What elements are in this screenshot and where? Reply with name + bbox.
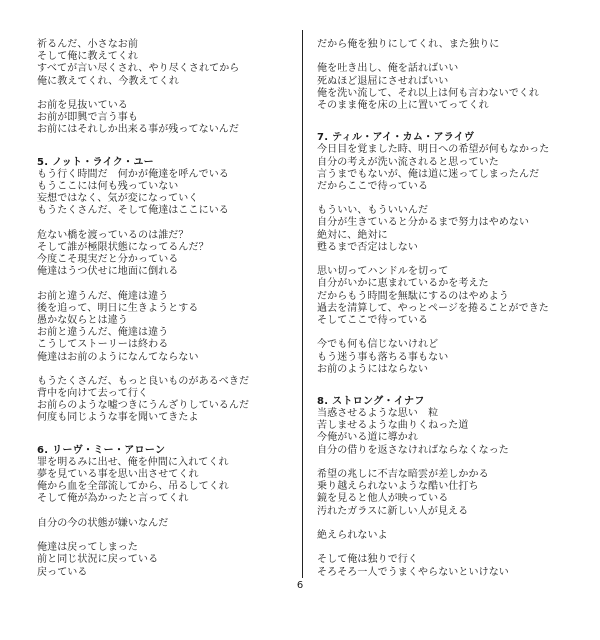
stanza-gap (317, 542, 577, 554)
lyric-line: 前と同じ状況に戻っている (37, 554, 159, 566)
stanza-gap (317, 254, 577, 266)
lyric-line: 愚かな奴らとは違う (37, 314, 128, 326)
stanza-gap (37, 530, 295, 542)
lyric-line: そして俺に教えてくれ (37, 51, 138, 63)
lyric-line: そして俺は独りで行く (317, 554, 418, 566)
lyric-line: 自分の借りを返さなければならなくなった (317, 444, 509, 456)
lyric-line: 苦しませるような曲りくねった道 (317, 420, 469, 432)
lyric-line: お前のようにはならない (317, 363, 429, 375)
lyric-line: 言うまでもないが、俺は道に迷ってしまったんだ (317, 168, 540, 180)
section-gap (37, 137, 295, 157)
lyric-line: お前と違うんだ、俺達は違う (37, 290, 169, 302)
right-column (317, 39, 577, 579)
lyric-line: 当惑させるような思い 粒 (317, 408, 439, 420)
lyric-line: もう行く時間だ 何かが俺達を呼んでいる (37, 168, 229, 180)
lyric-line: 祈るんだ、小さなお前 (37, 39, 138, 50)
stanza-gap (37, 364, 295, 376)
song-title: 5. ノット・ライク・ユー (37, 156, 154, 168)
column-divider (302, 30, 303, 578)
song-title: 6. リーヴ・ミー・アローン (37, 444, 166, 456)
lyric-line: 過去を清算して、やっとページを捲ることができた (317, 302, 549, 314)
left-column (37, 39, 295, 579)
section-gap (317, 376, 577, 396)
stanza-gap (317, 327, 577, 339)
lyric-line: お前が即興で言う事も (37, 112, 138, 124)
lyric-line: お前らのような嘘つきにうんざりしているんだ (37, 400, 250, 412)
lyric-line: こうしてストーリーは終わる (37, 339, 169, 351)
stanza-gap (37, 88, 295, 100)
stanza-gap (317, 457, 577, 469)
lyric-line: だからもう時間を無駄にするのはやめよう (317, 290, 509, 302)
lyric-line: もうたくさんだ、そして俺達はここにいる (37, 205, 229, 217)
lyric-line: 絶えられないよ (317, 529, 388, 541)
section-gap (317, 112, 577, 132)
lyric-line: 自分が生きていると分かるまで努力はやめない (317, 217, 530, 229)
stanza-gap (317, 518, 577, 530)
lyric-line: 俺を吐き出し、俺を話ればいい (317, 63, 459, 75)
lyric-line: だから俺を独りにしてくれ、また独りに (317, 39, 500, 50)
lyric-line: 希望の兆しに不吉な暗雲が差しかかる (317, 469, 489, 480)
lyric-line: そのまま俺を床の上に置いてってくれ (317, 99, 489, 111)
lyric-line: もうたくさんだ、もっと良いものがあるべきだ (37, 375, 250, 387)
lyric-line: 今度こそ現実だと分かっている (37, 254, 179, 265)
lyric-line: お前を見抜いている (37, 99, 128, 111)
lyric-line: 今でも何も信じないけれど (317, 339, 439, 351)
lyric-line: 死ぬほど退屈にさせればいい (317, 75, 449, 87)
stanza-gap (37, 217, 295, 229)
lyric-line: 夢を見ている事を思い出させてくれ (37, 469, 199, 480)
lyric-line: 乗り越えられないような酷い仕打ち (317, 481, 479, 493)
stanza-gap (317, 193, 577, 205)
lyric-line: 罪を明るみに出せ、俺を仲間に入れてくれ (37, 456, 229, 468)
lyric-line: お前と違うんだ、俺達は違う (37, 327, 169, 339)
lyric-line: もうここには何も残っていない (37, 180, 179, 192)
lyric-line: そしてここで待っている (317, 314, 429, 326)
lyric-line: もういい、もういいんだ (317, 205, 429, 217)
lyric-line: 今日目を覚ました時、明日への希望が何もなかった (317, 144, 550, 156)
lyric-line: だからここで待っている (317, 180, 429, 192)
lyric-line: もう迷う事も落ちる事もない (317, 351, 449, 363)
song-title: 7. ティル・アイ・カム・アライヴ (317, 132, 475, 144)
lyric-line: そろそろ一人でうまくやらないといけない (317, 566, 509, 578)
lyric-line: 汚れたガラスに新しい人が見える (317, 505, 469, 517)
lyric-line: 妄想ではなく、気が変になっていく (37, 193, 199, 205)
lyric-line: すべてが言い尽くされ、やり尽くされてから (37, 63, 240, 75)
lyric-line: 自分の今の状態が嫌いなんだ (37, 517, 169, 529)
lyric-line: 今俺がいる道に導かれ (317, 432, 418, 444)
lyric-line: お前にはそれしか出来る事が残ってないんだ (37, 124, 239, 136)
stanza-gap (37, 506, 295, 518)
lyric-line: 戻っている (37, 566, 88, 578)
lyric-line: 後を追って、明日に生きようとする (37, 302, 199, 314)
lyric-line: 甦るまで否定はしない (317, 241, 418, 253)
lyric-line: そして俺が為かったと言ってくれ (37, 493, 189, 505)
lyric-line: 思い切ってハンドルを切って (317, 266, 449, 278)
lyric-line: 俺達はうつ伏せに地面に倒れる (37, 266, 179, 278)
lyric-line: 俺達は戻ってしまった (37, 542, 138, 554)
section-gap (37, 425, 295, 445)
lyric-line: 自分がいかに恵まれているかを考えた (317, 278, 489, 290)
lyric-line: 背中を向けて去って行く (37, 388, 149, 400)
lyric-line: 俺に教えてくれ、今教えてくれ (37, 75, 179, 87)
lyric-line: 俺達はお前のようになんてならない (37, 351, 199, 363)
song-title: 8. ストロング・イナフ (317, 395, 425, 407)
lyric-line: 俺から血を全部流してから、吊るしてくれ (37, 481, 229, 493)
page-number: 6 (296, 580, 304, 591)
lyric-line: 俺を洗い流して、それ以上は何も言わないでくれ (317, 87, 539, 99)
lyric-line: 自分の考えが洗い流されると思っていた (317, 156, 499, 168)
lyric-line: 絶対に、絶対に (317, 229, 388, 241)
stanza-gap (317, 51, 577, 63)
lyric-line: 鏡を見ると他人が映っている (317, 493, 449, 505)
lyric-line: 危ない橋を渡っているのは誰だ？ (37, 229, 189, 241)
lyric-line: そして誰が極限状態になってるんだ？ (37, 241, 209, 253)
lyric-line: 何度も同じような事を聞いてきたよ (37, 412, 199, 424)
stanza-gap (37, 278, 295, 290)
